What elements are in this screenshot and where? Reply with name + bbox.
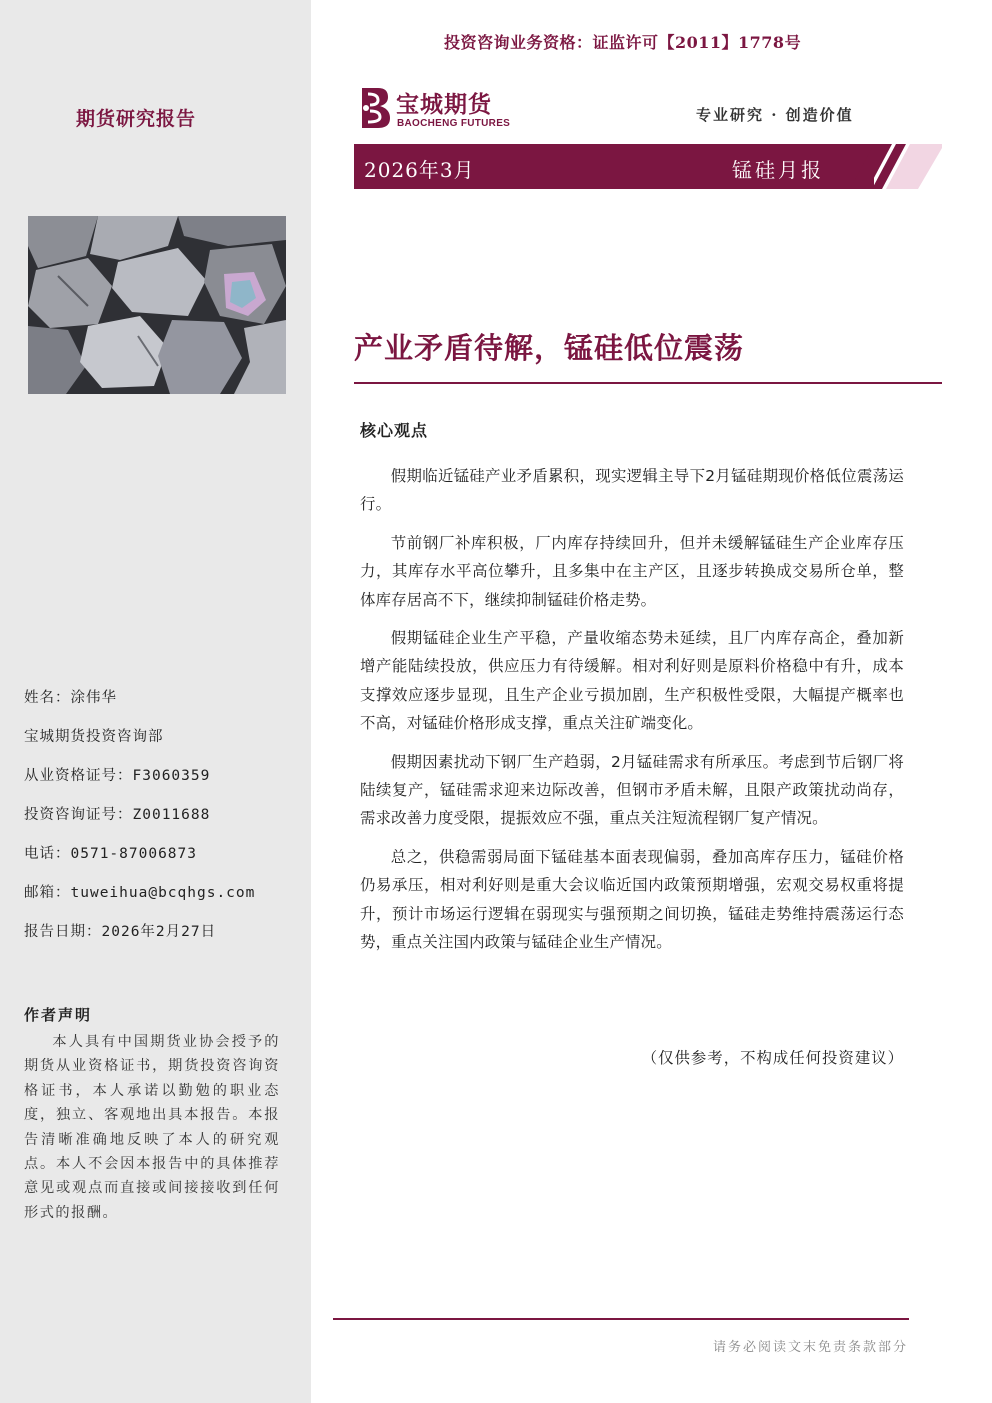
logo-mark-icon bbox=[356, 84, 392, 132]
paragraph: 总之，供稳需弱局面下锰硅基本面表现偏弱，叠加高库存压力，锰硅价格仍易承压，相对利好则是重大会议临近国内政策预期增强，宏观交易权重将提升，预计市场运行逻辑在弱现实与强预期之间切换，锰硅走势维持震荡运行态势，重点关注国内政策与锰硅企业生产情况。 bbox=[360, 847, 904, 952]
statement-body: 本人具有中国期货业协会授予的期货从业资格证书，期货投资咨询资格证书，本人承诺以勤勉的职业态度，独立、客观地出具本报告。本报告清晰准确地反映了本人的研究观点。本人不会因本报告中的具体推荐意见或观点而直接或间接接收到任何形式的报酬。 bbox=[24, 1034, 280, 1221]
author-license: 从业资格证号：F3060359 bbox=[24, 768, 211, 784]
statement-title: 作者声明 bbox=[24, 1006, 93, 1024]
headline-divider bbox=[354, 382, 942, 384]
report-date: 报告日期：2026年2月27日 bbox=[24, 924, 217, 940]
footer-divider bbox=[333, 1318, 909, 1320]
paragraph: 假期临近锰硅产业矛盾累积，现实逻辑主导下2月锰硅期现价格低位震荡运行。 bbox=[360, 467, 904, 514]
author-email: 邮箱：tuweihua@bcqhgs.com bbox=[24, 885, 256, 901]
banner-report-type: 锰硅月报 bbox=[732, 158, 824, 182]
license-line: 投资咨询业务资格：证监许可【2011】1778号 bbox=[444, 33, 802, 52]
cover-image-ore bbox=[28, 216, 286, 394]
paragraph: 假期锰硅企业生产平稳，产量收缩态势未延续，且厂内库存高企，叠加新增产能陆续投放，供应压力有待缓解。相对利好则是原料价格稳中有升，成本支撑效应逐步显现，且生产企业亏损加剧，生产积极性受限，大幅提产概率也不高，对锰硅价格形成支撑，重点关注矿端变化。 bbox=[360, 629, 904, 733]
investment-disclaimer: （仅供参考，不构成任何投资建议） bbox=[641, 1049, 904, 1067]
author-phone: 电话：0571-87006873 bbox=[24, 846, 197, 862]
author-info bbox=[24, 686, 304, 959]
core-views-content bbox=[360, 462, 904, 967]
author-department: 宝城期货投资咨询部 bbox=[24, 729, 164, 745]
banner-date: 2026年3月 bbox=[364, 158, 475, 182]
paragraph: 节前钢厂补库积极，厂内库存持续回升，但并未缓解锰硅生产企业库存压力，其库存水平高位攀升，且多集中在主产区，且逐步转换成交易所仓单，整体库存居高不下，继续抑制锰硅价格走势。 bbox=[360, 533, 904, 609]
sidebar bbox=[0, 0, 311, 1403]
slogan: 专业研究 · 创造价值 bbox=[696, 106, 854, 124]
logo-text-en: BAOCHENG FUTURES bbox=[397, 118, 511, 129]
logo-text-cn: 宝城期货 bbox=[396, 91, 492, 118]
company-logo bbox=[356, 84, 526, 134]
paragraph: 假期因素扰动下钢厂生产趋弱，2月锰硅需求有所承压。考虑到节后钢厂将陆续复产，锰硅需求迎来边际改善，但钢市矛盾未解，且限产政策扰动尚存，需求改善力度受限，提振效应不强，重点关注短流程钢厂复产情况。 bbox=[360, 752, 904, 828]
author-name: 姓名：涂伟华 bbox=[24, 690, 117, 706]
headline: 产业矛盾待解，锰硅低位震荡 bbox=[354, 331, 745, 365]
author-consult-license: 投资咨询证号：Z0011688 bbox=[24, 807, 211, 823]
banner-stripes-decoration bbox=[850, 144, 942, 189]
core-views-title: 核心观点 bbox=[360, 421, 429, 440]
footer-note: 请务必阅读文末免责条款部分 bbox=[712, 1340, 908, 1355]
report-category: 期货研究报告 bbox=[76, 108, 197, 130]
